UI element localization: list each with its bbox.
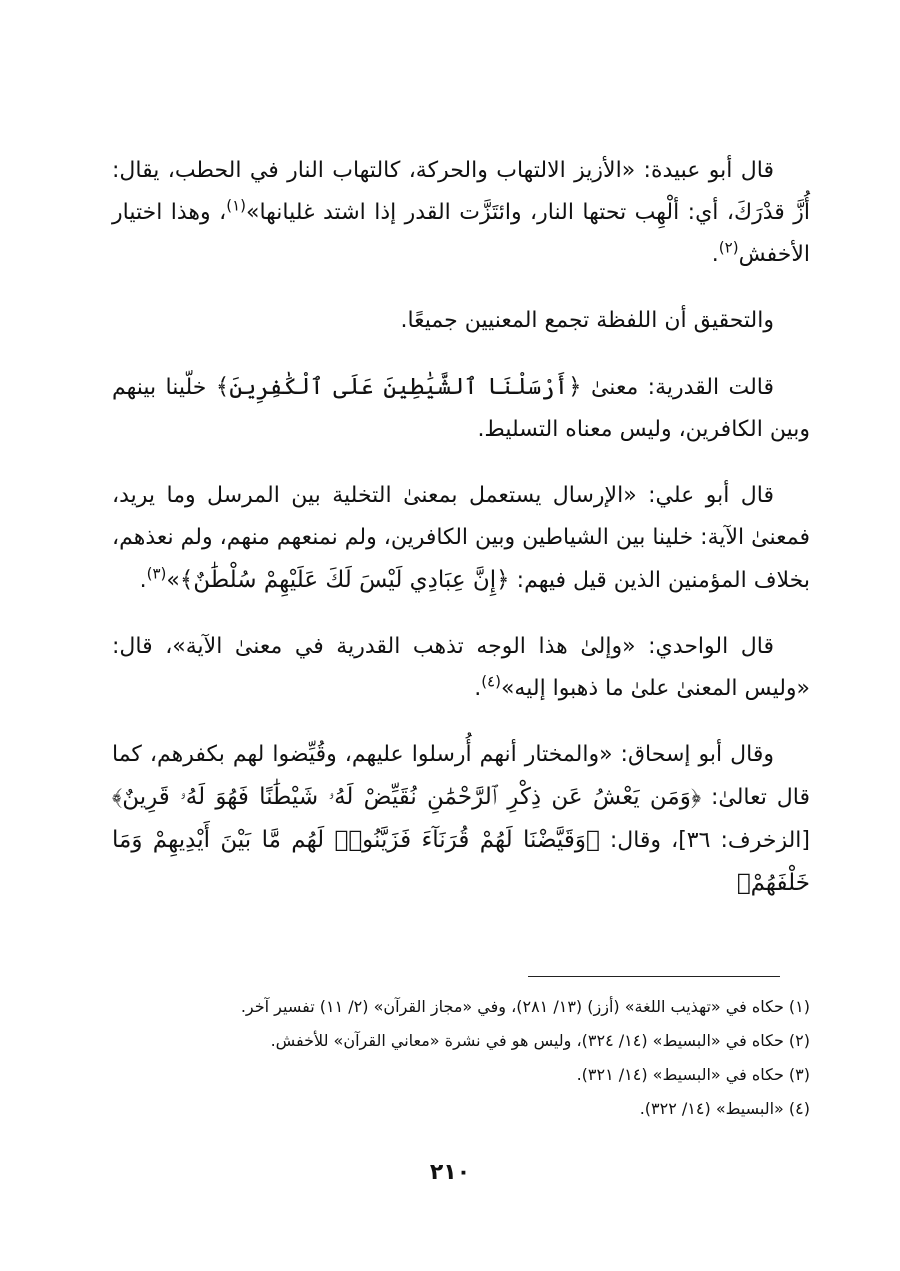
quran-verse: ﴿أَرْسَلْنَا ٱلشَّيَٰطِينَ عَلَى ٱلْكَٰفِرِينَ﴾ [215,374,582,400]
paragraph-text: » [166,568,180,593]
footnote-separator [528,976,780,977]
footnote-1: (١) حكاه في «تهذيب اللغة» (أزز) (١٣/ ٢٨١)، وفي «مجاز القرآن» (٢/ ١١) تفسير آخر. [240,997,810,1016]
footnote-marker: (٢) [718,238,739,257]
paragraph-text: . [711,242,719,267]
footnote-marker: (١) [226,196,246,215]
main-text [112,150,810,929]
paragraph-text: ، وهذا اختيار الأخفش [112,200,810,267]
paragraph-qadariyya [112,366,810,451]
footnote-marker: (٤) [481,672,501,691]
paragraph-text: قال أبو عبيدة: «الأزيز الالتهاب والحركة، كالتهاب النار في الحطب، يقال: أُزَّ قدْرَكَ، أي: ألْهِب تحتها النار، وائتَزَّت القدر إذا اشتد غليانها» [112,158,810,225]
quran-verse: ﴿وَقَيَّضْنَا لَهُمْ قُرَنَآءَ فَزَيَّنُوا۟ لَهُم مَّا بَيْنَ أَيْدِيهِمْ وَمَا خَلْفَهُمْ﴾ [112,827,810,896]
paragraph-text: . [474,676,482,701]
paragraph-abu-ali [112,475,810,602]
footnote-3: (٣) حكاه في «البسيط» (١٤/ ٣٢١). [576,1065,810,1084]
paragraph-text: قال الواحدي: «وإلىٰ هذا الوجه تذهب القدرية في معنىٰ الآية»، قال: «وليس المعنىٰ علىٰ ما ذهبوا إليه» [112,634,810,701]
paragraph-text: والتحقيق أن اللفظة تجمع المعنيين جميعًا. [400,308,774,333]
quran-verse: ﴿إِنَّ عِبَادِي لَيْسَ لَكَ عَلَيْهِمْ سُلْطَٰنٌ﴾ [179,567,510,593]
paragraph-text: . [139,568,147,593]
paragraph-text: خلّينا بينهم وبين الكافرين، وليس معناه التسليط. [112,375,810,442]
footnote-4: (٤) «البسيط» (١٤/ ٣٢٢). [639,1099,810,1118]
quran-verse: ﴿وَمَن يَعْشُ عَن ذِكْرِ ٱلرَّحْمَٰنِ نُقَيِّضْ لَهُۥ شَيْطَٰنًا فَهُوَ لَهُۥ قَرِينٌ﴾ [112,784,702,810]
paragraph-text: قالت القدرية: معنىٰ [590,375,774,400]
paragraph-abu-ubaida [112,150,810,276]
paragraph-abu-ishaq [112,734,810,905]
page-number: ٢١٠ [429,1160,471,1185]
paragraph-text: [الزخرف: ٣٦]، وقال: [609,828,810,853]
paragraph-text: قال أبو علي: «الإرسال يستعمل بمعنىٰ التخلية بين المرسل وما يريد، فمعنىٰ الآية: خلينا بين الشياطين وبين الكافرين، ولم نمنعهم منهم، ولم نعذهم، بخلاف المؤمنين الذين قيل فيهم: [112,483,810,593]
paragraph-text: وقال أبو إسحاق: «والمختار أنهم أُرسلوا عليهم، وقُيِّضوا لهم بكفرهم، كما قال تعالىٰ: [112,742,811,810]
paragraph-wahidi [112,626,810,710]
footnote-marker: (٣) [146,564,167,583]
footnote-2: (٢) حكاه في «البسيط» (١٤/ ٣٢٤)، وليس هو في نشرة «معاني القرآن» للأخفش. [270,1031,810,1050]
footnotes [112,990,810,1126]
paragraph-tahqiq [112,300,810,342]
